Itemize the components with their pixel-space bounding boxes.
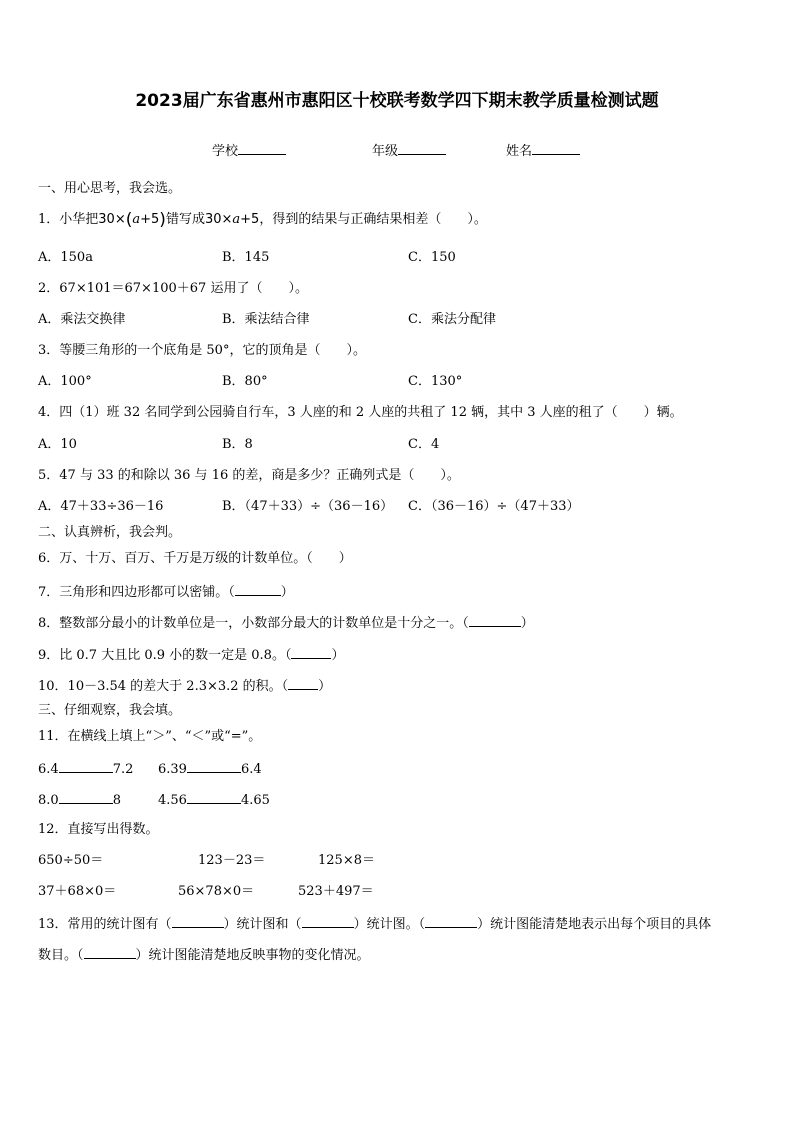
q9-answer-blank[interactable] — [291, 646, 331, 659]
school-blank — [238, 142, 286, 155]
q13-blank-3[interactable] — [425, 915, 477, 928]
q4-option-c[interactable]: C．4 — [408, 437, 440, 452]
q13-part-b: ）统计图和（ — [223, 917, 302, 932]
q1-expr-b-var: a — [232, 212, 241, 227]
name-field — [506, 140, 580, 159]
q8-answer-blank[interactable] — [469, 614, 521, 627]
q1-expression-correct: 30×(a+5) — [98, 210, 166, 230]
q11-c3-left: 8.0 — [38, 793, 59, 808]
q12-calc-6: 523＋497＝ — [298, 884, 374, 899]
q8-text: 8．整数部分最小的计数单位是一，小数部分最大的计数单位是十分之一。（ — [38, 616, 469, 631]
question-5: 5．47 与 33 的和除以 36 与 16 的差，商是多少？正确列式是（ ）。 — [38, 468, 460, 483]
q1-expr-a-var: a — [132, 212, 141, 227]
q11-c2-right: 6.4 — [240, 762, 262, 777]
q13-part-e: 数目。（ — [38, 948, 84, 963]
q10-text: 10．10－3.54 的差大于 2.3×3.2 的积。（ — [38, 679, 289, 694]
grade-label: 年级 — [372, 144, 399, 159]
question-6: 6．万、十万、百万、千万是万级的计数单位。（ ） — [38, 551, 352, 566]
q11-c4-left: 4.56 — [158, 793, 187, 808]
q3-option-c[interactable]: C．130° — [408, 374, 463, 389]
q12-calc-5: 56×78×0＝ — [178, 884, 255, 899]
q11-c2-left: 6.39 — [158, 762, 187, 777]
q13-blank-2[interactable] — [302, 915, 354, 928]
q11-c3-right: 8 — [112, 793, 121, 808]
question-12: 12．直接写出得数。 — [38, 822, 159, 837]
q11-c4-blank[interactable] — [187, 791, 241, 804]
q4-option-a[interactable]: A．10 — [38, 437, 77, 452]
q13-blank-1[interactable] — [172, 915, 224, 928]
q4-option-b[interactable]: B．8 — [222, 437, 253, 452]
school-field — [212, 140, 286, 159]
q12-calc-3: 125×8＝ — [318, 853, 375, 868]
section-heading-choice: 一、用心思考，我会选。 — [38, 181, 182, 196]
q1-suffix: ，得到的结果与正确结果相差（ ）。 — [259, 212, 487, 227]
q3-option-b[interactable]: B．80° — [222, 374, 268, 389]
question-10 — [38, 677, 331, 695]
question-13-line-2 — [38, 946, 370, 964]
q2-option-a[interactable]: A．乘法交换律 — [38, 312, 126, 327]
question-1 — [38, 212, 487, 228]
q9-text: 9．比 0.7 大且比 0.9 小的数一定是 0.8。（ — [38, 648, 292, 663]
q1-option-b[interactable]: B．145 — [222, 250, 270, 265]
q11-compare-3 — [38, 791, 121, 809]
q1-expr-a-pre: 30× — [98, 212, 126, 227]
question-4: 4．四（1）班 32 名同学到公园骑自行车，3 人座的和 2 人座的共租了 12 辆，其中 3 人座的租了（ ）辆。 — [38, 405, 683, 420]
q12-calc-1: 650÷50＝ — [38, 853, 104, 868]
q12-calc-2: 123－23＝ — [198, 853, 266, 868]
q2-option-c[interactable]: C．乘法分配律 — [408, 312, 496, 327]
q10-close: ） — [318, 679, 332, 694]
q12-calc-4: 37＋68×0＝ — [38, 884, 117, 899]
q5-option-a[interactable]: A．47＋33÷36－16 — [38, 499, 164, 514]
q13-part-c: ）统计图。（ — [353, 917, 426, 932]
q8-close: ） — [520, 616, 534, 631]
name-blank — [532, 142, 580, 155]
q10-answer-blank[interactable] — [288, 677, 318, 690]
grade-blank — [398, 142, 446, 155]
q5-option-b[interactable]: B．（47＋33）÷（36－16） — [222, 499, 394, 514]
q3-option-a[interactable]: A．100° — [38, 374, 92, 389]
q11-c1-right: 7.2 — [112, 762, 134, 777]
question-8 — [38, 614, 534, 632]
q13-part-f: ）统计图能清楚地反映事物的变化情况。 — [135, 948, 370, 963]
section-heading-judge: 二、认真辨析，我会判。 — [38, 525, 182, 540]
q13-part-a: 13．常用的统计图有（ — [38, 917, 172, 932]
q13-part-d: ）统计图能清楚地表示出每个项目的具体 — [477, 917, 712, 932]
q11-compare-4 — [158, 791, 270, 809]
section-heading-fill: 三、仔细观察，我会填。 — [38, 703, 182, 718]
q1-option-c[interactable]: C．150 — [408, 250, 456, 265]
question-3: 3．等腰三角形的一个底角是 50°，它的顶角是（ ）。 — [38, 343, 366, 358]
q11-c1-left: 6.4 — [38, 762, 59, 777]
q7-answer-blank[interactable] — [235, 583, 281, 596]
question-7 — [38, 583, 294, 601]
q11-c3-blank[interactable] — [59, 791, 113, 804]
q1-expr-a-post: +5 — [140, 212, 160, 227]
q1-prefix: 1．小华把 — [38, 212, 99, 227]
name-label: 姓名 — [506, 144, 533, 159]
q1-expr-b-pre: 30× — [204, 212, 233, 227]
question-2: 2．67×101＝67×100＋67 运用了（ ）。 — [38, 281, 308, 296]
q2-option-b[interactable]: B．乘法结合律 — [222, 312, 310, 327]
q1-expr-b-post: +5 — [240, 212, 260, 227]
q7-close: ） — [280, 585, 294, 600]
question-9 — [38, 646, 344, 664]
q1-expression-wrong — [205, 212, 259, 227]
q11-c4-right: 4.65 — [240, 793, 270, 808]
question-13-line-1 — [38, 915, 711, 933]
page-title: 2023届广东省惠州市惠阳区十校联考数学四下期末教学质量检测试题 — [135, 91, 659, 111]
q5-option-c[interactable]: C．（36－16）÷（47＋33） — [408, 499, 580, 514]
q11-compare-1 — [38, 760, 133, 778]
q1-option-a[interactable]: A．150a — [38, 250, 93, 265]
question-11: 11．在横线上填上“＞”、“＜”或“=”。 — [38, 729, 262, 744]
q13-blank-4[interactable] — [84, 946, 136, 959]
q9-close: ） — [331, 648, 345, 663]
q7-text: 7．三角形和四边形都可以密铺。（ — [38, 585, 235, 600]
q1-mid: 错写成 — [165, 212, 205, 227]
q11-c1-blank[interactable] — [59, 760, 113, 773]
q11-c2-blank[interactable] — [187, 760, 241, 773]
grade-field — [372, 140, 446, 159]
q11-compare-2 — [158, 760, 262, 778]
school-label: 学校 — [212, 144, 239, 159]
